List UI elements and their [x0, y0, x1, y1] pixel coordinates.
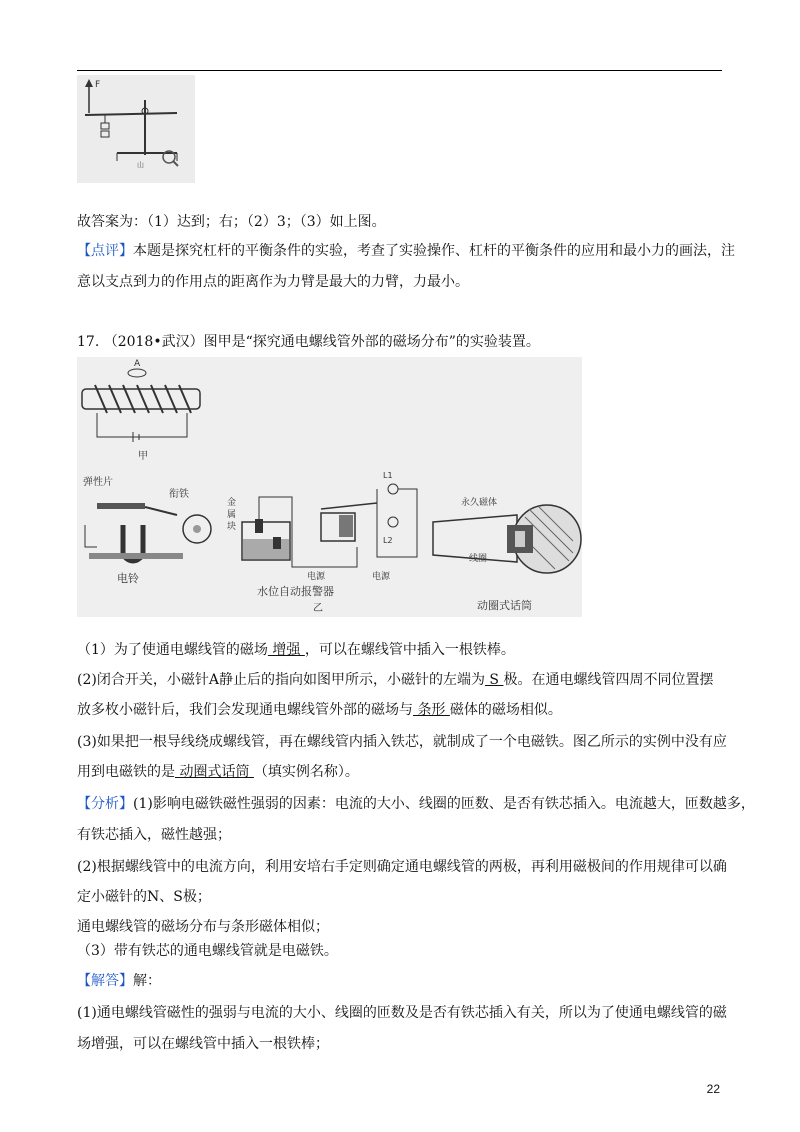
- solution-line-2: 场增强，可以在螺线管中插入一根铁棒；: [77, 1036, 329, 1052]
- comment-tag: 【点评】: [77, 243, 133, 259]
- l2-label: L2: [383, 536, 393, 545]
- p2a-text: (2)闭合开关，小磁针A静止后的指向如图甲所示，小磁针的左端为: [77, 672, 485, 688]
- p2a-text-end: 极。在通电螺线管四周不同位置摆: [503, 672, 714, 688]
- metal-label-2: 属: [227, 510, 237, 520]
- p2b-answer: 条形: [413, 702, 450, 718]
- p2b-text-end: 磁体的磁场相似。: [449, 702, 562, 718]
- l1-label: L1: [383, 471, 393, 480]
- lever-figure: [77, 75, 195, 183]
- solution-head: 解：: [133, 973, 161, 989]
- solution-line-1: (1)通电螺线管磁性的强弱与电流的大小、线圈的匝数及是否有铁芯插入有关，所以为了使通电螺线管的磁: [77, 1005, 727, 1021]
- apparatus-figure: [77, 357, 582, 617]
- header-rule: [77, 70, 722, 71]
- p3b-answer: 动圈式话筒: [175, 764, 254, 780]
- needle-label: A: [134, 359, 141, 369]
- analysis-line-4: 定小磁针的N、S极；: [77, 889, 211, 905]
- force-label: F: [95, 80, 101, 90]
- q17-part-3b: [77, 762, 359, 782]
- q17-part-1: [77, 640, 515, 660]
- q17-part-2b: [77, 700, 562, 720]
- solution-line-head: [77, 971, 161, 991]
- p1-answer: 增强: [267, 642, 305, 658]
- analysis-tag: 【分析】: [77, 796, 133, 812]
- jia-label: 甲: [138, 451, 148, 462]
- p3b-text: 用到电磁铁的是: [77, 764, 175, 780]
- yi-label: 乙: [313, 603, 323, 614]
- question-17-title: 17. （2018•武汉）图甲是“探究通电螺线管外部的磁场分布”的实验装置。: [77, 334, 540, 350]
- power-label-1: 电源: [307, 572, 326, 582]
- analysis-line-2: 有铁芯插入，磁性越强；: [77, 827, 231, 843]
- p3b-text-end: （填实例名称）。: [253, 764, 359, 780]
- base-label: 山: [137, 161, 144, 169]
- analysis-line-1: [77, 794, 755, 814]
- comment-line-2: 意以支点到力的作用点的距离作为力臂是最大的力臂，力最小。: [77, 274, 469, 290]
- page-number: 22: [706, 1082, 720, 1096]
- analysis-line-5: 通电螺线管的磁场分布与条形磁体相似；: [77, 919, 329, 935]
- p1-text: （1）为了使通电螺线管的磁场: [77, 642, 268, 658]
- answer-line: 故答案为：（1）达到；右；（2）3；（3）如上图。: [77, 214, 386, 230]
- power-label-2: 电源: [372, 572, 391, 582]
- metal-label-3: 块: [227, 522, 237, 532]
- analysis-text-1: (1)影响电磁铁磁性强弱的因素：电流的大小、线圈的匝数、是否有铁芯插入。电流越大，匝数越多，: [133, 796, 755, 812]
- metal-label-1: 金: [227, 498, 237, 508]
- spring-label: 弹性片: [83, 477, 113, 488]
- analysis-line-3: (2)根据螺线管中的电流方向，利用安培右手定则确定通电螺线管的两极，再利用磁极间的作用规律可以确: [77, 859, 727, 875]
- p2a-answer: S: [484, 672, 504, 688]
- coil-label: 线圈: [469, 554, 488, 564]
- comment-text-1: 本题是探究杠杆的平衡条件的实验，考查了实验操作、杠杆的平衡条件的应用和最小力的画法，注: [133, 243, 735, 259]
- q17-part-2a: [77, 670, 713, 690]
- p2b-text: 放多枚小磁针后，我们会发现通电螺线管外部的磁场与: [77, 702, 413, 718]
- mic-label: 动圈式话筒: [477, 599, 532, 612]
- analysis-line-6: （3）带有铁芯的通电螺线管就是电磁铁。: [77, 943, 338, 959]
- p1-text-end: ，可以在螺线管中插入一根铁棒。: [304, 642, 515, 658]
- iron-label: 衔铁: [169, 489, 189, 500]
- bell-label: 电铃: [117, 572, 139, 585]
- solution-tag: 【解答】: [77, 973, 133, 989]
- magnet-label: 永久磁体: [461, 498, 498, 508]
- q17-part-3a: (3)如果把一根导线绕成螺线管，再在螺线管内插入铁芯，就制成了一个电磁铁。图乙所示的实例中没有应: [77, 734, 727, 750]
- comment-line-1: [77, 241, 735, 261]
- alarm-label: 水位自动报警器: [257, 585, 334, 598]
